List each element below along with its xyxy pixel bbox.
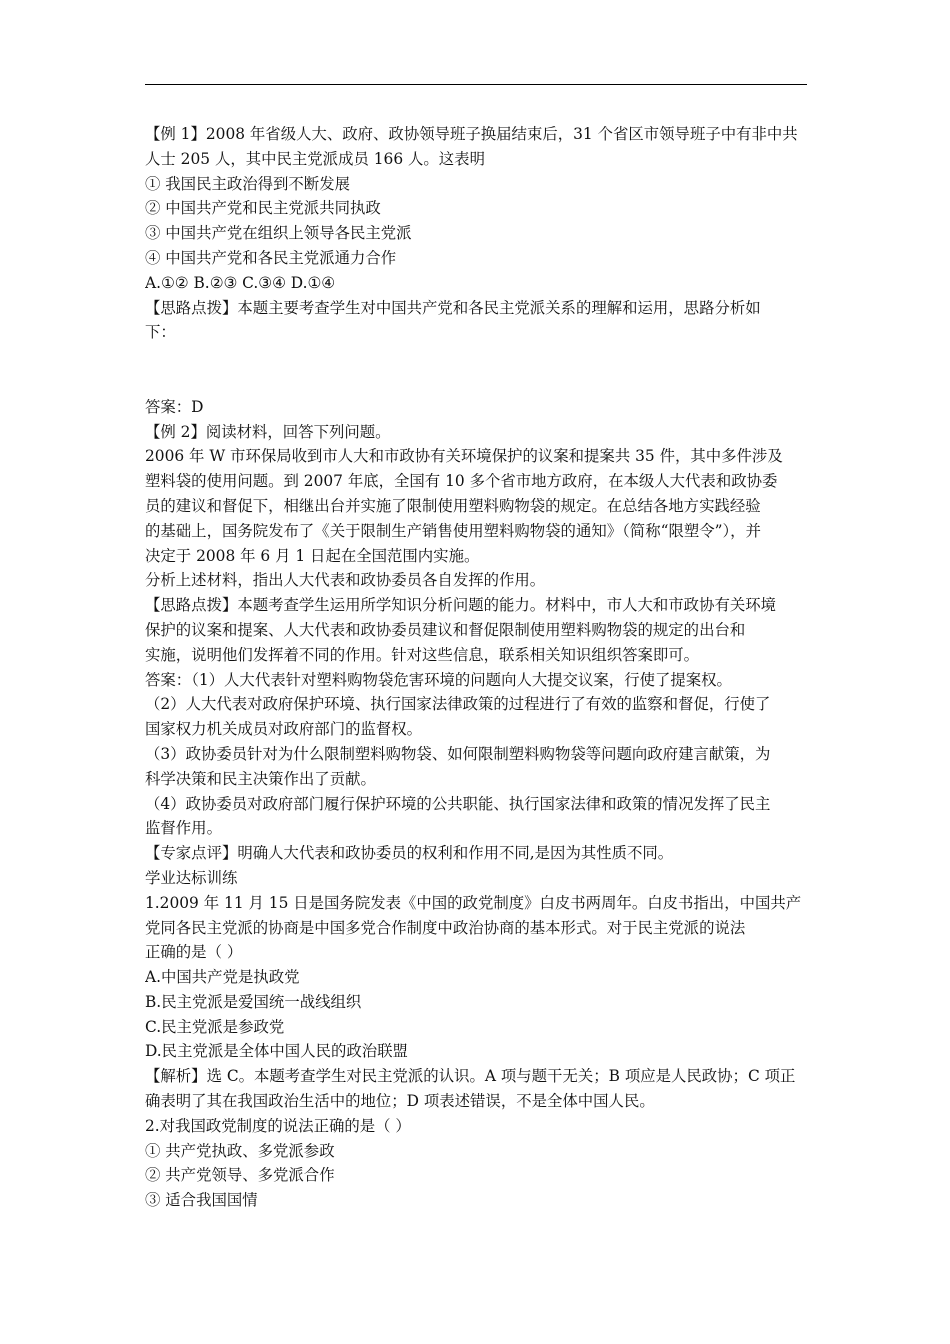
text-line: 答案：D	[145, 397, 204, 416]
text-line: A.中国共产党是执政党	[145, 968, 300, 987]
text-line: 决定于 2008 年 6 月 1 日起在全国范围内实施。	[145, 546, 480, 565]
text-line: B.民主党派是爱国统一战线组织	[145, 992, 362, 1011]
text-line: 正确的是（ ）	[145, 943, 243, 962]
header-rule	[145, 84, 807, 85]
text-line: 人士 205 人，其中民主党派成员 166 人。这表明	[145, 149, 485, 168]
text-line: D.民主党派是全体中国人民的政治联盟	[145, 1042, 408, 1061]
text-line: ② 共产党领导、多党派合作	[145, 1166, 335, 1185]
text-line: 国家权力机关成员对政府部门的监督权。	[145, 720, 423, 739]
text-line: A.①② B.②③ C.③④ D.①④	[145, 273, 336, 292]
text-line: 答案：（1）人大代表针对塑料购物袋危害环境的问题向人大提交议案，行使了提案权。	[145, 670, 732, 689]
text-line: 【解析】选 C。本题考查学生对民主党派的认识。A 项与题干无关；B 项应是人民政协；C 项正	[145, 1067, 796, 1086]
text-line: 学业达标训练	[145, 868, 238, 887]
text-line: 实施，说明他们发挥着不同的作用。针对这些信息，联系相关知识组织答案即可。	[145, 645, 700, 664]
document-body	[145, 122, 807, 1213]
text-line: （2）人大代表对政府保护环境、执行国家法律政策的过程进行了有效的监察和督促，行使了	[145, 695, 771, 714]
text-line: ② 中国共产党和民主党派共同执政	[145, 199, 381, 218]
text-line: 【例 1】2008 年省级人大、政府、政协领导班子换届结束后，31 个省区市领导班子中有非中共	[145, 125, 798, 143]
text-line: 【思路点拨】本题主要考查学生对中国共产党和各民主党派关系的理解和运用，思路分析如	[145, 298, 761, 317]
text-line: 确表明了其在我国政治生活中的地位；D 项表述错误，不是全体中国人民。	[145, 1092, 655, 1111]
text-line: 2.对我国政党制度的说法正确的是（ ）	[145, 1116, 411, 1135]
text-line: 1.2009 年 11 月 15 日是国务院发表《中国的政党制度》白皮书两周年。白皮书指出，中国共产	[145, 893, 802, 912]
text-line: （3）政协委员针对为什么限制塑料购物袋、如何限制塑料购物袋等问题向政府建言献策，为	[145, 744, 771, 763]
text-line: ③ 中国共产党在组织上领导各民主党派	[145, 224, 412, 243]
text-line: ③ 适合我国国情	[145, 1191, 258, 1210]
text-line: 员的建议和督促下，相继出台并实施了限制使用塑料购物袋的规定。在总结各地方实践经验	[145, 496, 761, 515]
text-line: ① 共产党执政、多党派参政	[145, 1141, 335, 1160]
text-line: C.民主党派是参政党	[145, 1017, 285, 1036]
text-line: 党同各民主党派的协商是中国多党合作制度中政治协商的基本形式。对于民主党派的说法	[145, 918, 746, 937]
text-line: 【例 2】阅读材料，回答下列问题。	[145, 422, 391, 441]
text-line: 2006 年 W 市环保局收到市人大和市政协有关环境保护的议案和提案共 35 件，其中多件涉及	[145, 447, 783, 466]
text-line: 保护的议案和提案、人大代表和政协委员建议和督促限制使用塑料购物袋的规定的出台和	[145, 620, 746, 639]
text-line: 【专家点评】明确人大代表和政协委员的权利和作用不同,是因为其性质不同。	[145, 844, 674, 863]
text-line: 监督作用。	[145, 819, 222, 838]
text-line: ④ 中国共产党和各民主党派通力合作	[145, 248, 397, 267]
text-line: 下：	[145, 323, 176, 342]
text-line: （4）政协委员对政府部门履行保护环境的公共职能、执行国家法律和政策的情况发挥了民主	[145, 794, 771, 813]
text-line: 塑料袋的使用问题。到 2007 年底，全国有 10 多个省市地方政府，在本级人大代表和政协委	[145, 472, 778, 491]
text-line: 的基础上，国务院发布了《关于限制生产销售使用塑料购物袋的通知》（简称“限塑令”），并	[145, 521, 761, 540]
text-line: ① 我国民主政治得到不断发展	[145, 174, 350, 193]
text-line: 【思路点拨】本题考查学生运用所学知识分析问题的能力。材料中，市人大和市政协有关环境	[145, 596, 777, 615]
text-line: 分析上述材料，指出人大代表和政协委员各自发挥的作用。	[145, 571, 546, 590]
blank-gap	[145, 345, 807, 395]
text-line: 科学决策和民主决策作出了贡献。	[145, 769, 376, 788]
